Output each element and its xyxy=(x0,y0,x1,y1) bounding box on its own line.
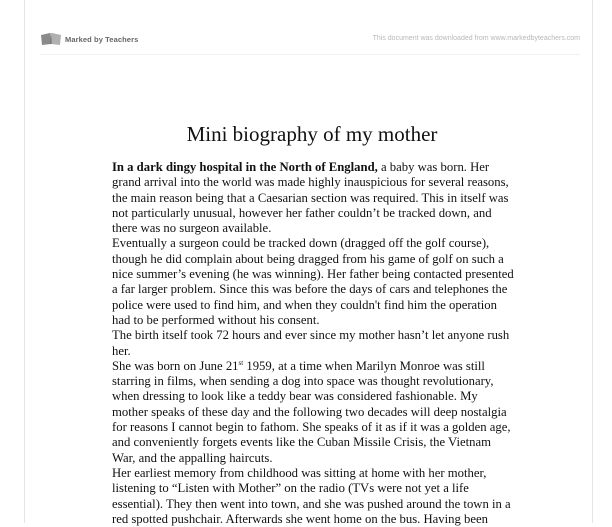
paragraph-5: Her earliest memory from childhood was sitting at home with her mother, listening to “Listen with Mother” on the radio (TVs were not yet a life essential). They then went into town, and she was pushed around the town in a red spotted pushchair. Afterwards she went home on the bus. Having been xyxy=(112,465,511,526)
paragraph-4 xyxy=(112,359,514,466)
ordinal-suffix: st xyxy=(238,358,244,367)
document-body xyxy=(112,160,514,527)
paragraph-4-text: 1959, at a time when Marilyn Monroe was still starring in films, when sending a dog into space was thought revolutionary, when dressing to look like a teddy bear was considered fashionable. My mother speaks of these day and the following two decades will deep nostalgia for reasons I cannot begin to fathom. She speaks of it as if it was a golden age, and conveniently forgets events like the Cuban Missile Crisis, the Vietnam War, and the appalling haircuts. xyxy=(112,358,511,465)
paragraph-3: The birth itself took 72 hours and ever since my mother hasn’t let anyone rush her. xyxy=(112,328,510,358)
page-edge-left xyxy=(24,0,25,523)
paragraph-1-lead: In a dark dingy hospital in the North of England, xyxy=(112,160,378,174)
book-icon xyxy=(40,32,62,46)
page-header xyxy=(40,30,580,50)
paragraph-1-text: a baby was born. Her grand arrival into the world was made highly inauspicious for several reasons, the main reason being that a Caesarian section was required. This in itself was not particularly unusual, however her father couldn’t be tracked down, and there was no surgeon available. xyxy=(112,160,509,236)
paragraph-4-start: She was born on June 21 xyxy=(112,358,239,373)
download-note: This document was downloaded from www.markedbyteachers.com xyxy=(372,35,580,42)
page-edge-right xyxy=(592,0,593,523)
logo-text: Marked by Teachers xyxy=(65,34,139,44)
document-title: Mini biography of my mother xyxy=(186,122,438,146)
paragraph-1 xyxy=(112,160,514,236)
header-divider xyxy=(40,54,580,55)
marked-by-teachers-logo[interactable] xyxy=(40,32,138,46)
paragraph-2: Eventually a surgeon could be tracked down (dragged off the golf course), though he did complain about being dragged from his game of golf on such a nice summer’s evening (he was winning). Her father being contacted presented a far larger problem. Since this was before the days of cars and telephones the police were used to find him, and when they couldn't find him the operation had to be performed without his consent. xyxy=(112,236,514,327)
